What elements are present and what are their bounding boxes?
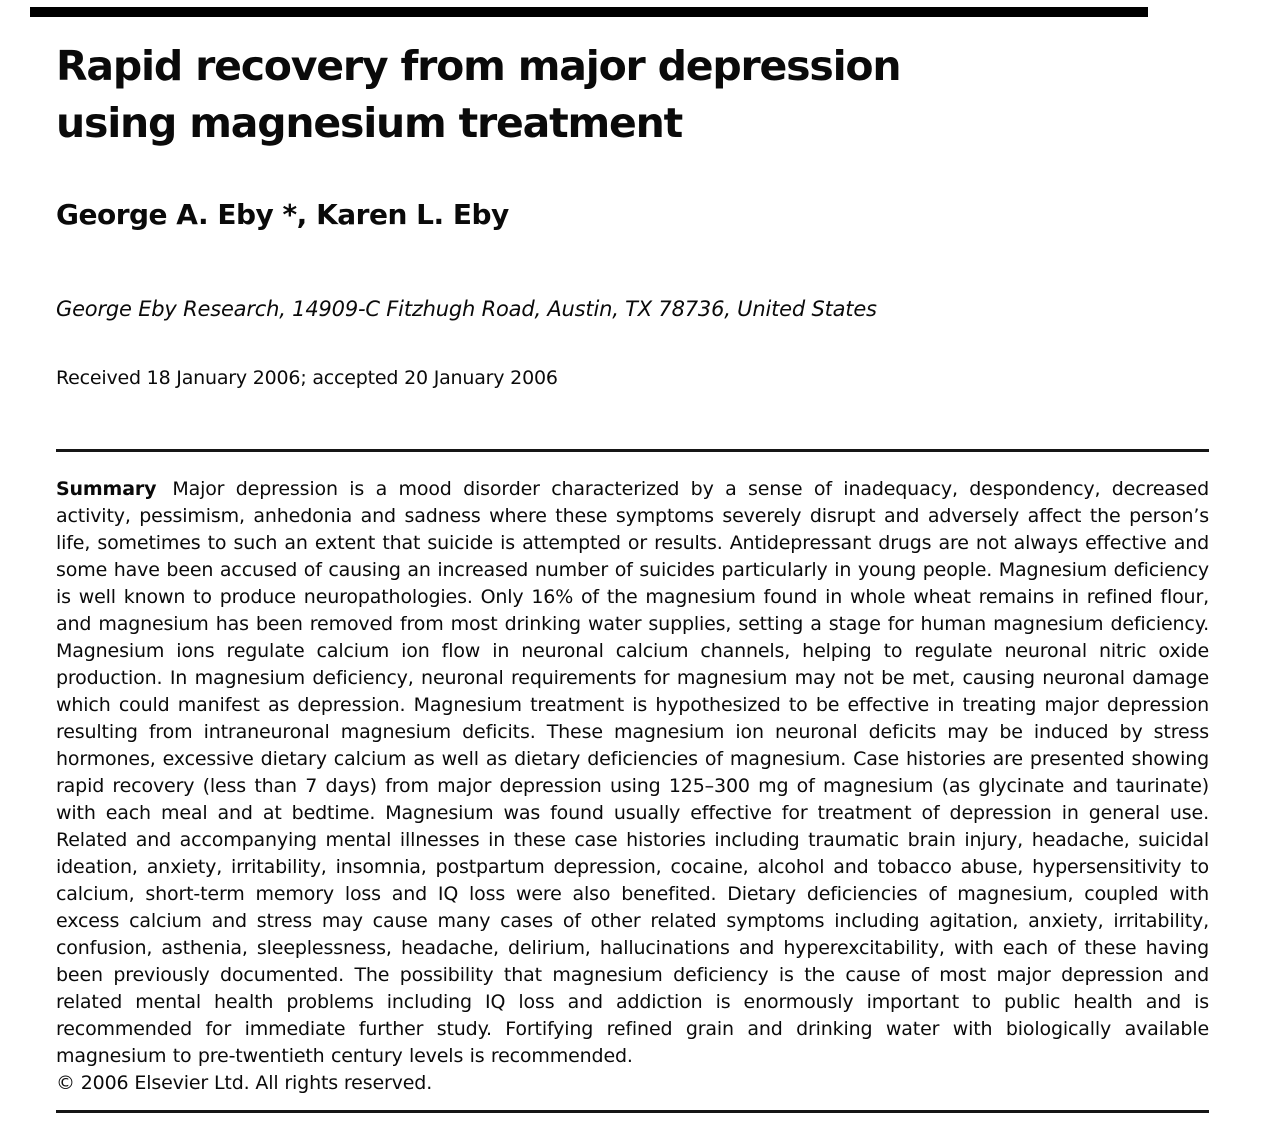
paper-title-line-1: Rapid recovery from major depression	[56, 42, 901, 90]
summary-paragraph	[56, 476, 1209, 1070]
received-accepted-line: Received 18 January 2006; accepted 20 January 2006	[56, 367, 558, 389]
page-content	[56, 0, 1209, 1113]
summary-text: Major depression is a mood disorder characterized by a sense of inadequacy, despondency, decreased activity, pessimism, anhedonia and sadness where these symptoms severely disrupt and adversely affect the person’s life, sometimes to such an extent that suicide is attempted or results. Antidepressant drugs are not always effective and some have been accused of causing an increased number of suicides particularly in young people. Magnesium deficiency is well known to produce neuropathologies. Only 16% of the magnesium found in whole wheat remains in refined flour, and magnesium has been removed from most drinking water supplies, setting a stage for human magnesium deficiency. Magnesium ions regulate calcium ion flow in neuronal calcium channels, helping to regulate neuronal nitric oxide production. In magnesium deficiency, neuronal requirements for magnesium may not be met, causing neuronal damage which could manifest as depression. Magnesium treatment is hypothesized to be effective in treating major depression resulting from intraneuronal magnesium deficits. These magnesium ion neuronal deficits may be induced by stress hormones, excessive dietary calcium as well as dietary deficiencies of magnesium. Case histories are presented showing rapid recovery (less than 7 days) from major depression using 125–300 mg of magnesium (as glycinate and taurinate) with each meal and at bedtime. Magnesium was found usually effective for treatment of depression in general use. Related and accompanying mental illnesses in these case histories including traumatic brain injury, headache, suicidal ideation, anxiety, irritability, insomnia, postpartum depression, cocaine, alcohol and tobacco abuse, hypersensitivity to calcium, short-term memory loss and IQ loss were also benefited. Dietary deficiencies of magnesium, coupled with excess calcium and stress may cause many cases of other related symptoms including agitation, anxiety, irritability, confusion, asthenia, sleeplessness, headache, delirium, hallucinations and hyperexcitability, with each of these having been previously documented. The possibility that magnesium deficiency is the cause of most major depression and related mental health problems including IQ loss and addiction is enormously important to public health and is recommended for immediate further study. Fortifying refined grain and drinking water with biologically available magnesium to pre-twentieth century levels is recommended.	[56, 478, 1209, 1067]
affiliation-line: George Eby Research, 14909-C Fitzhugh Road, Austin, TX 78736, United States	[56, 297, 877, 321]
summary-label: Summary	[56, 478, 157, 500]
paper-title	[56, 38, 1209, 152]
section-rule-top	[56, 449, 1209, 452]
section-rule-bottom	[56, 1110, 1209, 1113]
paper-title-line-2: using magnesium treatment	[56, 99, 683, 147]
authors-line: George A. Eby *, Karen L. Eby	[56, 198, 509, 231]
copyright-line: © 2006 Elsevier Ltd. All rights reserved.	[56, 1072, 433, 1094]
